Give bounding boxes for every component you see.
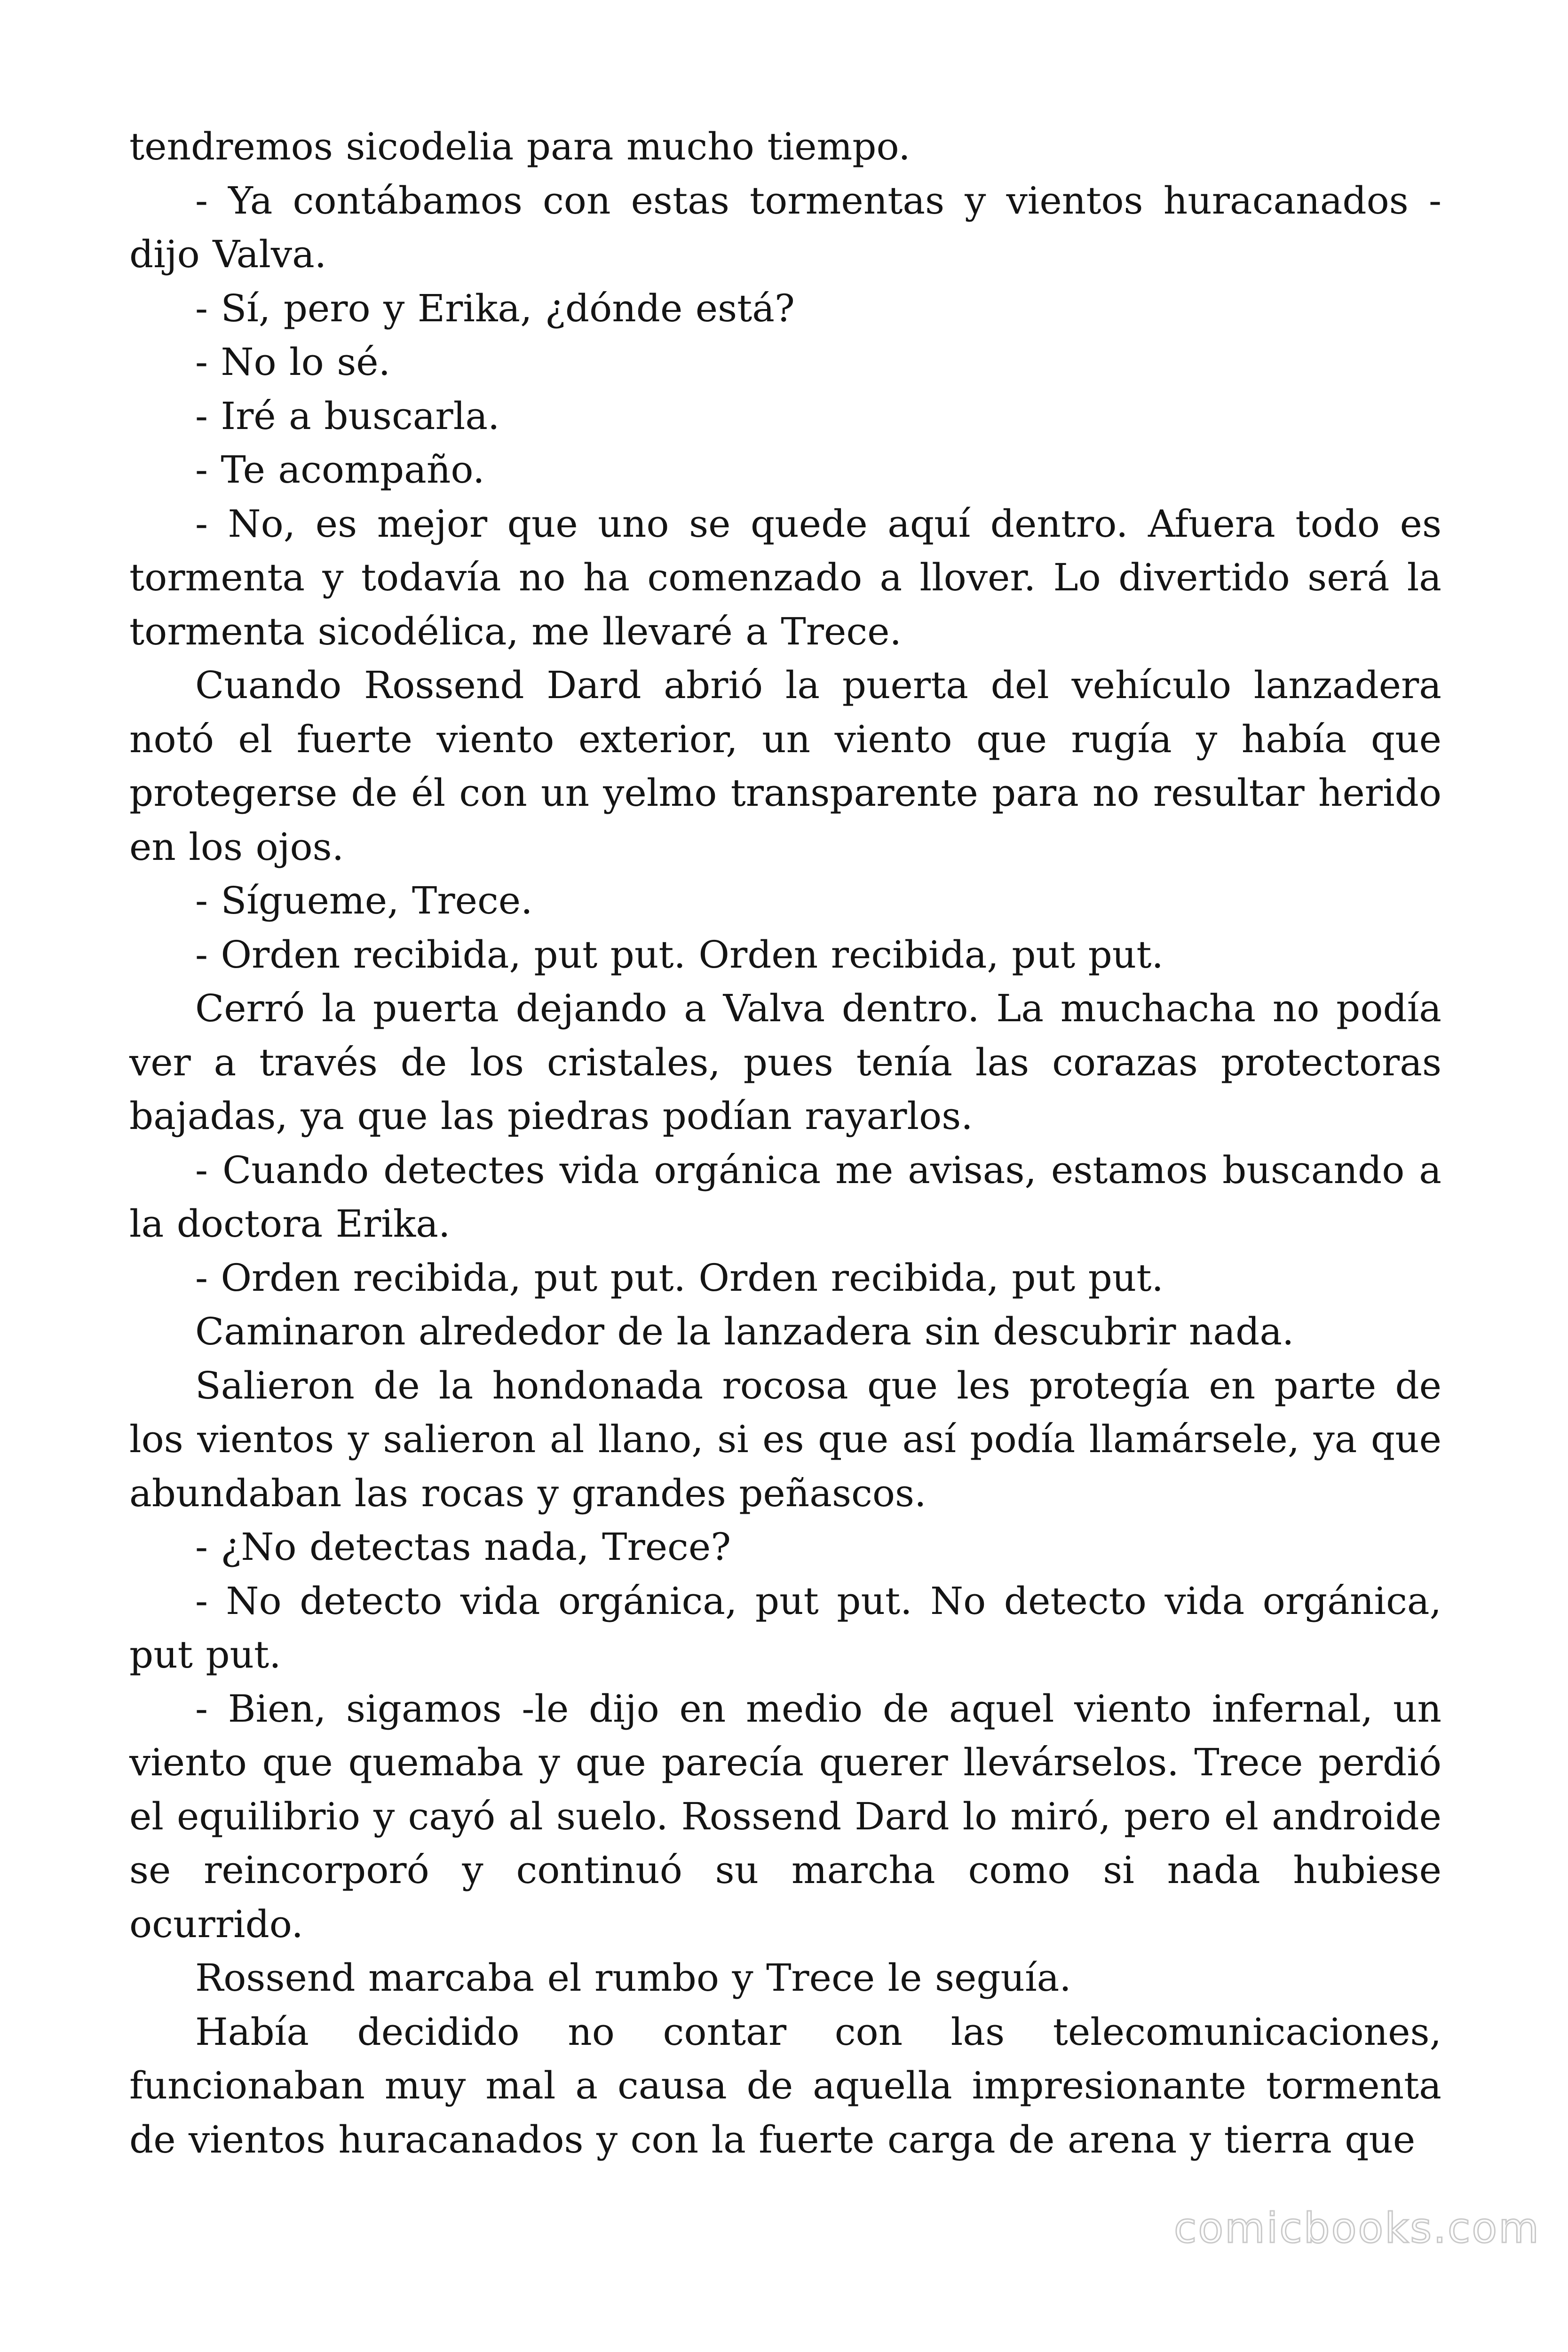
paragraph: - Ya contábamos con estas tormentas y vientos huracanados -dijo Valva. bbox=[129, 178, 1441, 276]
paragraph: - Cuando detectes vida orgánica me avisas, estamos buscando a la doctora Erika. bbox=[129, 1148, 1441, 1246]
paragraph: tendremos sicodelia para mucho tiempo. bbox=[129, 125, 911, 168]
paragraph: Había decidido no contar con las telecomunicaciones, funcionaban muy mal a causa de aquella impresionante tormenta de vientos huracanados y con la fuerte carga de arena y tierra que bbox=[129, 2010, 1441, 2161]
paragraph: - Orden recibida, put put. Orden recibida, put put. bbox=[195, 932, 1164, 977]
paragraph: - No, es mejor que uno se quede aquí dentro. Afuera todo es tormenta y todavía no ha comenzado a llover. Lo divertido será la tormenta sicodélica, me llevaré a Trece. bbox=[129, 501, 1441, 653]
paragraph: Rossend marcaba el rumbo y Trece le seguía. bbox=[195, 1956, 1071, 2000]
paragraph: Salieron de la hondonada rocosa que les protegía en parte de los vientos y salieron al llano, si es que así podía llamársele, ya que abundaban las rocas y grandes peñascos. bbox=[129, 1363, 1441, 1515]
paragraph: - Sí, pero y Erika, ¿dónde está? bbox=[195, 286, 795, 330]
paragraph: - No detecto vida orgánica, put put. No detecto vida orgánica, put put. bbox=[129, 1579, 1441, 1677]
paragraph: - Bien, sigamos -le dijo en medio de aquel viento infernal, un viento que quemaba y que parecía querer llevárselos. Trece perdió el equilibrio y cayó al suelo. Rossend Dard lo miró, pero el androide se reincorporó y continuó su marcha como si nada hubiese ocurrido. bbox=[129, 1686, 1441, 1946]
paragraph: Cerró la puerta dejando a Valva dentro. La muchacha no podía ver a través de los cristales, pues tenía las corazas protectoras bajadas, ya que las piedras podían rayarlos. bbox=[129, 986, 1441, 1138]
paragraph: - Sígueme, Trece. bbox=[195, 879, 533, 922]
paragraph: Caminaron alrededor de la lanzadera sin descubrir nada. bbox=[195, 1310, 1294, 1353]
paragraph: - Iré a buscarla. bbox=[195, 394, 500, 438]
watermark: comicbooks.com bbox=[1173, 2204, 1540, 2252]
paragraph: Cuando Rossend Dard abrió la puerta del vehículo lanzadera notó el fuerte viento exterior, un viento que rugía y había que protegerse de él con un yelmo transparente para no resultar herido en los ojos. bbox=[129, 663, 1441, 869]
page-body bbox=[129, 120, 1441, 2167]
paragraph: - Te acompaño. bbox=[195, 448, 485, 492]
paragraph: - ¿No detectas nada, Trece? bbox=[195, 1525, 731, 1569]
paragraph: - Orden recibida, put put. Orden recibida, put put. bbox=[195, 1255, 1164, 1300]
paragraph: - No lo sé. bbox=[195, 340, 391, 384]
